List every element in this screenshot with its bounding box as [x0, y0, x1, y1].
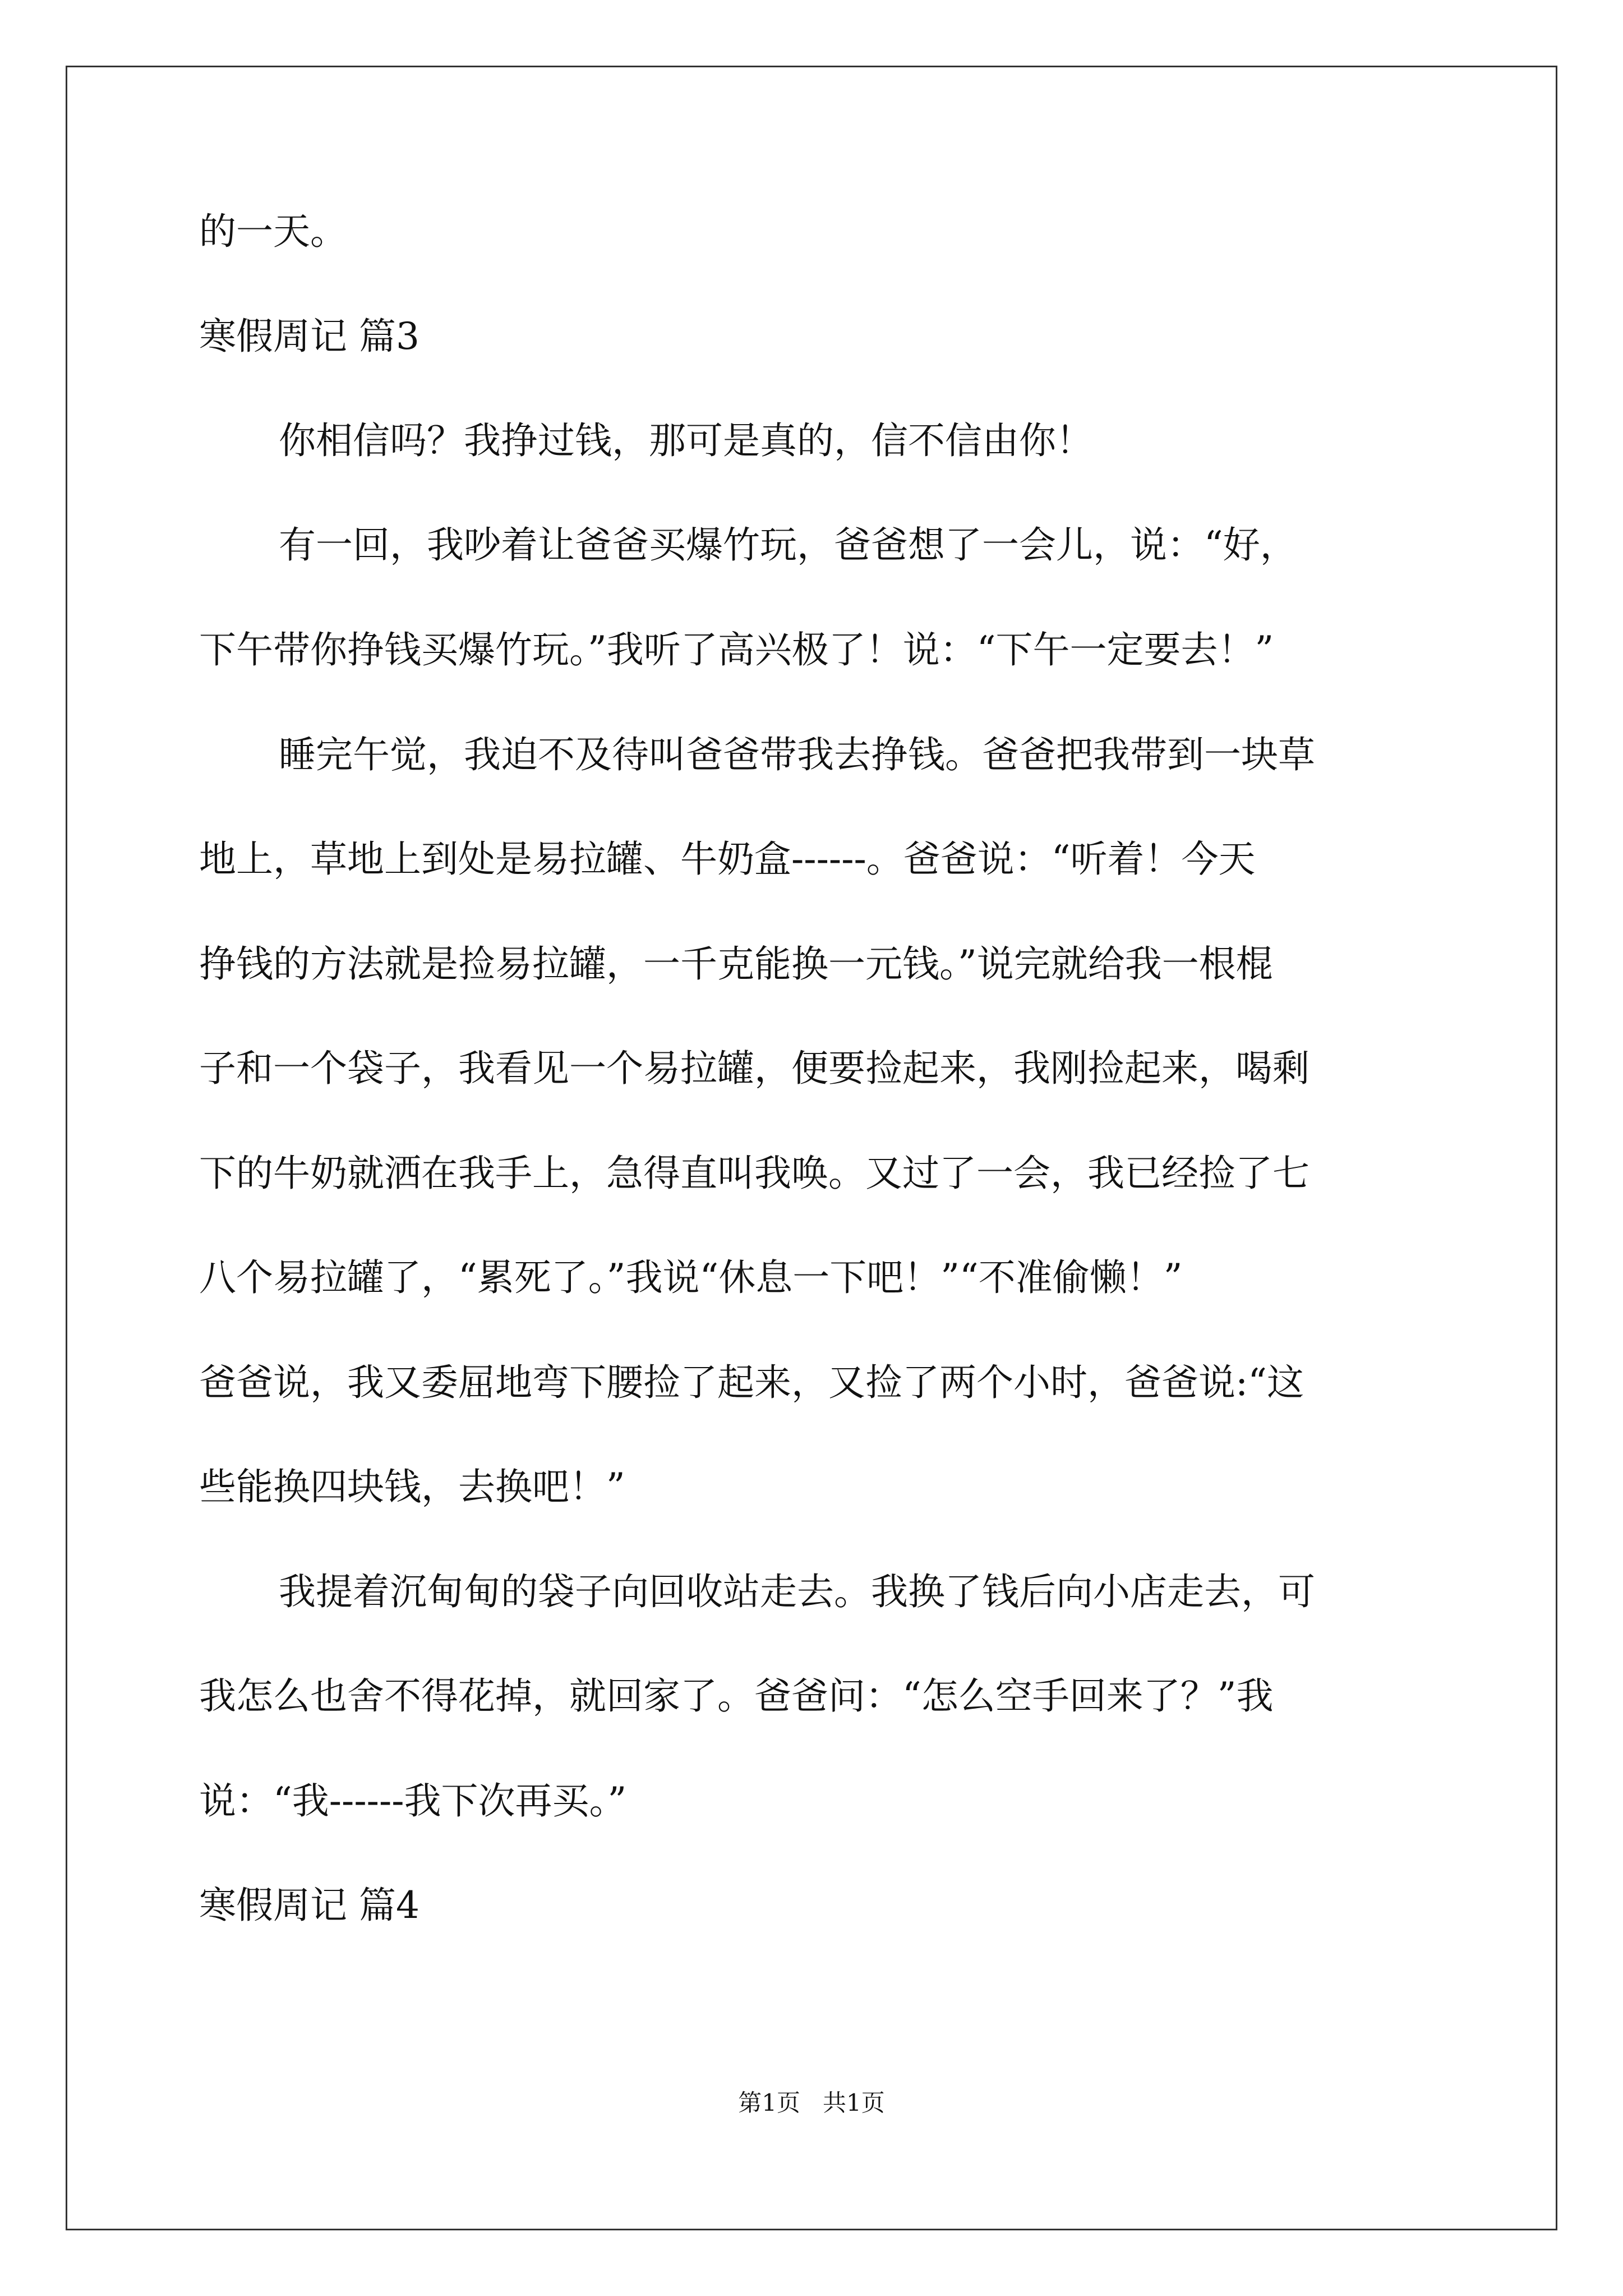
paragraph-line: 你相信吗？我挣过钱，那可是真的，信不信由你！ [279, 419, 1093, 462]
paragraph-line: 我提着沉甸甸的袋子向回收站走去。我换了钱后向小店走去，可 [279, 1570, 1315, 1613]
section-heading: 寒假周记 篇4 [199, 1884, 419, 1927]
paragraph-line: 挣钱的方法就是捡易拉罐，一千克能换一元钱。”说完就给我一根棍 [199, 942, 1273, 986]
page-number-footer: 第1页 共1页 [738, 2089, 885, 2116]
paragraph-line: 有一回，我吵着让爸爸买爆竹玩，爸爸想了一会儿，说：“好， [279, 523, 1297, 567]
paragraph-line: 爸爸说，我又委屈地弯下腰捡了起来，又捡了两个小时，爸爸说:“这 [199, 1361, 1304, 1404]
text-line: 的一天。 [199, 210, 347, 253]
paragraph-line: 八个易拉罐了，“累死了。”我说“休息一下吧！”“不准偷懒！” [199, 1256, 1183, 1299]
paragraph-line: 下的牛奶就洒在我手上，急得直叫我唤。又过了一会，我已经捡了七 [199, 1152, 1310, 1195]
paragraph-line: 下午带你挣钱买爆竹玩。”我听了高兴极了！说：“下午一定要去！” [199, 628, 1274, 671]
paragraph-line: 说：“我------我下次再买。” [199, 1779, 627, 1823]
paragraph-line: 些能换四块钱，去换吧！” [199, 1465, 625, 1508]
paragraph-line: 睡完午觉，我迫不及待叫爸爸带我去挣钱。爸爸把我带到一块草 [279, 733, 1315, 776]
section-heading: 寒假周记 篇3 [199, 315, 419, 358]
paragraph-line: 我怎么也舍不得花掉，就回家了。爸爸问：“怎么空手回来了？”我 [199, 1674, 1274, 1718]
paragraph-line: 子和一个袋子，我看见一个易拉罐，便要捡起来，我刚捡起来，喝剩 [199, 1047, 1310, 1090]
paragraph-line: 地上，草地上到处是易拉罐、牛奶盒------。爸爸说：“听着！今天 [199, 838, 1256, 881]
